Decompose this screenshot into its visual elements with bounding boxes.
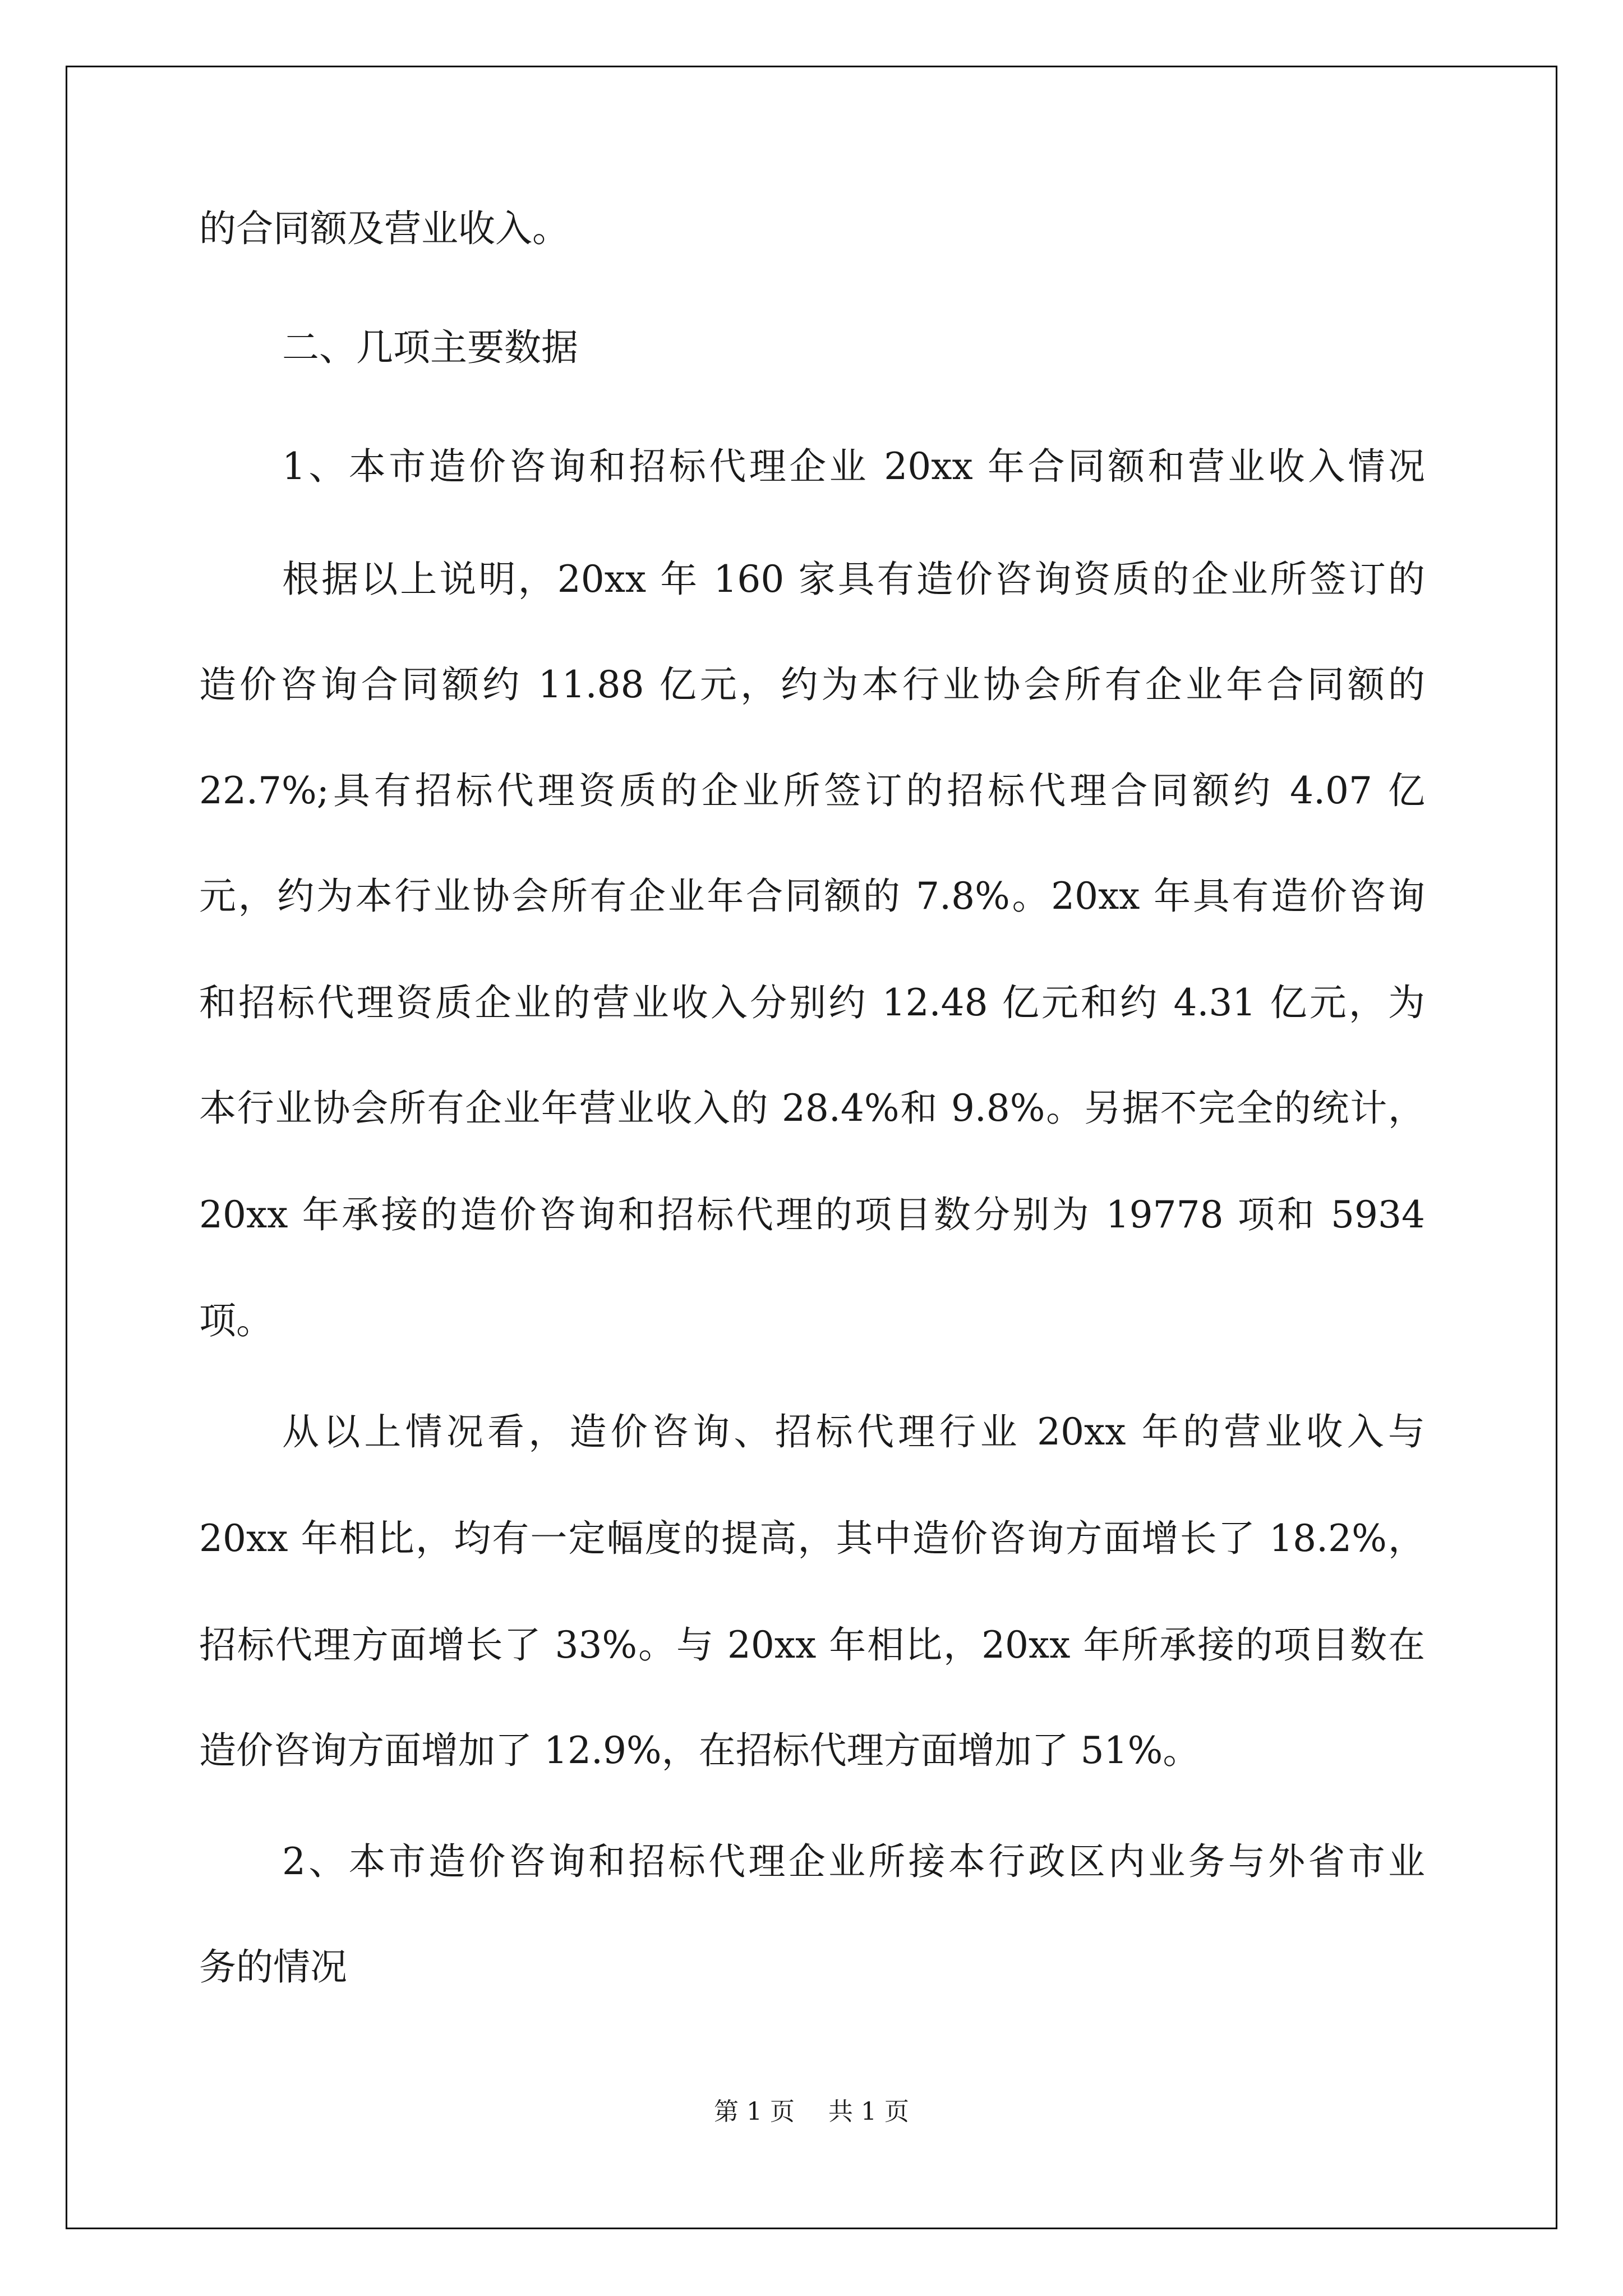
page-footer xyxy=(0,2091,1623,2127)
subsection-heading: 1、本市造价咨询和招标代理企业 20xx 年合同额和营业收入情况 xyxy=(282,445,1425,488)
text-line: 招标代理方面增长了 33%。与 20xx 年相比，20xx 年所承接的项目数在 xyxy=(199,1623,1425,1667)
text-line: 本行业协会所有企业年营业收入的 28.4%和 9.8%。另据不完全的统计， xyxy=(199,1087,1425,1130)
text-line: 的合同额及营业收入。 xyxy=(199,207,569,250)
text-line: 项。 xyxy=(199,1299,273,1342)
text-line: 造价咨询合同额约 11.88 亿元，约为本行业协会所有企业年合同额的 xyxy=(199,663,1425,706)
text-line: 和招标代理资质企业的营业收入分别约 12.48 亿元和约 4.31 亿元，为 xyxy=(199,981,1425,1024)
page-number: 第 1 页 xyxy=(714,2097,795,2126)
text-line: 20xx 年承接的造价咨询和招标代理的项目数分别为 19778 项和 5934 xyxy=(199,1193,1425,1236)
subsection-heading: 2、本市造价咨询和招标代理企业所接本行政区内业务与外省市业 xyxy=(282,1840,1425,1883)
text-line: 从以上情况看，造价咨询、招标代理行业 20xx 年的营业收入与 xyxy=(282,1410,1425,1453)
text-line: 造价咨询方面增加了 12.9%，在招标代理方面增加了 51%。 xyxy=(199,1729,1200,1772)
page-border xyxy=(66,66,1557,2229)
page-total: 共 1 页 xyxy=(828,2097,909,2126)
text-line: 22.7%;具有招标代理资质的企业所签订的招标代理合同额约 4.07 亿 xyxy=(199,769,1425,812)
text-line: 根据以上说明，20xx 年 160 家具有造价咨询资质的企业所签订的 xyxy=(282,558,1425,601)
text-line: 元，约为本行业协会所有企业年合同额的 7.8%。20xx 年具有造价咨询 xyxy=(199,875,1425,918)
text-line: 20xx 年相比，均有一定幅度的提高，其中造价咨询方面增长了 18.2%， xyxy=(199,1517,1425,1560)
text-line: 务的情况 xyxy=(199,1945,347,1989)
section-heading: 二、几项主要数据 xyxy=(282,326,578,369)
